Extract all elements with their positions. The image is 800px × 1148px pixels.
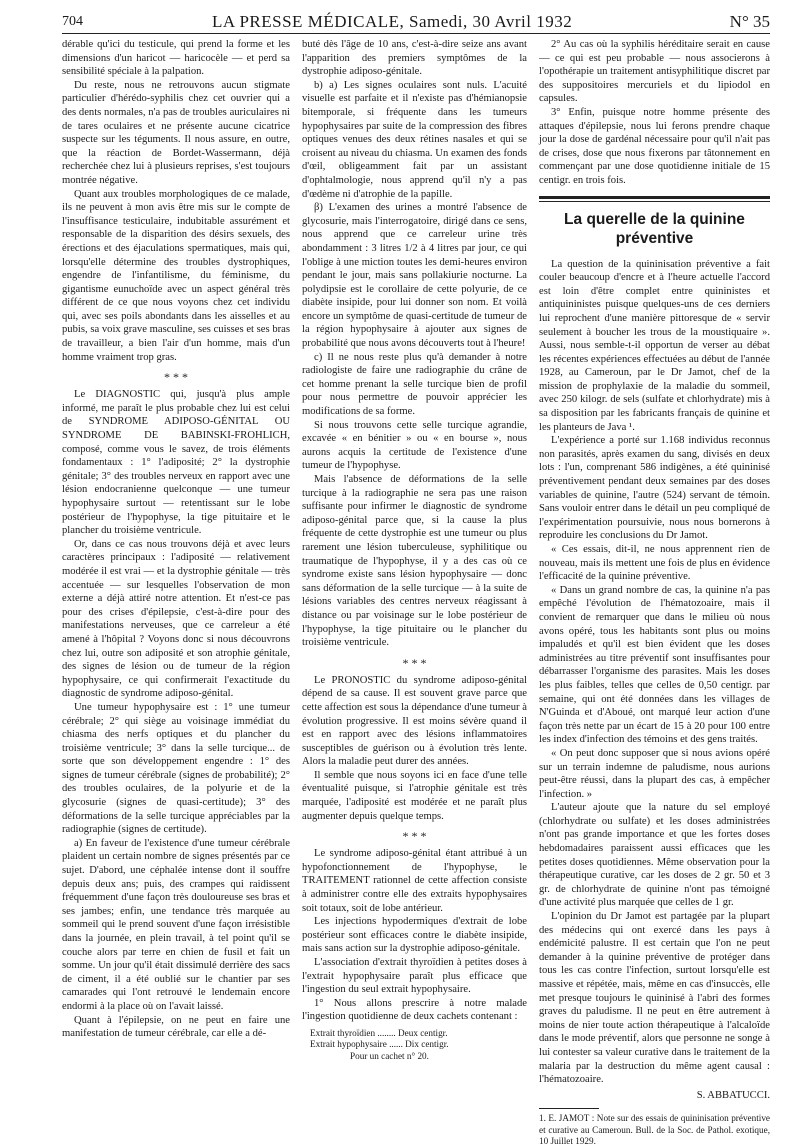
paragraph: L'auteur ajoute que la nature du sel employé (chlorhydrate ou sulfate) et les doses administrées n'ont pas grande importance et que les fortes doses hebdomadaires paraissent aussi efficaces que les petites doses quotidiennes. Même observation pour la thérapeutique curative, car les doses de 2 gr. 50 et 3 gr. de chlorhydrate de quinine n'ont pas témoigné d'une activité plus marquée que celles de 1 gr.: [539, 802, 770, 909]
paragraph: « Dans un grand nombre de cas, la quinine n'a pas empêché l'évolution de l'hématozoaire, mais il convient de remarquer que dans le milieu où nous avons opéré, tous les habitants sont plus ou moins impaludés et qu'il est bien évident que les doses administrées au titre préventif sont insuffisantes pour débarrasser l'organisme des parasites. Mais les doses les plus faibles, telles que celles de 0,50 centigr. par semaine, qui ont été données dans les villages de N'Guinda et d'Aboué, ont marqué leur action d'une façon très nette par un écart de 15 à 20 pour 100 entre les index d'infection des témoins et des gens traités.: [539, 584, 770, 746]
paragraph: Du reste, nous ne retrouvons aucun stigmate particulier d'hérédo-syphilis chez cet ouvrier qui a des dents normales, n'a pas de troubles auriculaires ni de tares oculaires et ne présente aucune cicatrice suspecte sur les téguments. Il nous assure, en outre, que la réaction de Bordet-Wassermann, déjà recherchée chez lui à plusieurs reprises, s'est toujours montrée négative.: [62, 79, 290, 186]
prescription: [310, 1028, 527, 1063]
paragraph: Or, dans ce cas nous trouvons déjà et avec leurs caractères principaux : l'adiposité — relativement modérée il est vrai — et la dystrophie génitale — très accentuée — sur lesquelles l'observation de mon externe a déjà attiré notre attention. Et n'est-ce pas pour des crises d'épilepsie, c'est-à-dire pour des manifestations nerveuses, que ce carreleur a été amené à l'hôpital ? Voyons donc si nous découvrons chez lui, outre son adiposité et son atrophie génitale, des signes de lésion ou de tumeur de la région hypophysaire, ce qui confirmerait l'exactitude du diagnostic de syndrome adiposo-génital.: [62, 538, 290, 700]
paragraph: dérable qu'ici du testicule, qui prend la forme et les dimensions d'un haricot — haricocèle — et perd sa sensibilité spéciale à la palpation.: [62, 39, 290, 78]
footnote: 1. E. JAMOT : Note sur des essais de quininisation préventive et curative au Cameroun. Bull. de la Soc. de Pathol. exotique, 10 Juillet 1929.: [539, 1113, 770, 1147]
page-header: [62, 9, 770, 34]
footnote-rule: [539, 1108, 599, 1109]
prescription-line: Extrait hypophysaire ...... Dix centigr.: [310, 1039, 449, 1050]
paragraph: « Ces essais, dit-il, ne nous apprennent rien de nouveau, mais ils mettent une fois de plus en évidence l'efficacité de la quinine préventive.: [539, 544, 770, 583]
paragraph: β) L'examen des urines a montré l'absence de glycosurie, mais l'interrogatoire, dirigé dans ce sens, nous apprend que ce carreleur urine très abondamment : 3 litres 1/2 à 4 litres par jour, ce qui l'oblige à une miction toutes les demi-heures environ pendant le jour, mais sans pollakiurie nocturne. La polydipsie est le corollaire de cette polyurie, de ce diabète insipide, pour lui donner son nom. Et voilà encore un symptôme de quasi-certitude de tumeur de la région hypophysaire à ajouter aux signes de probabilité que nous avons découverts tout à l'heure!: [302, 202, 527, 350]
paragraph: Le PRONOSTIC du syndrome adiposo-génital dépend de sa cause. Il est souvent grave parce que cette affection est sous la dépendance d'une tumeur à évolution progressive. Il est moins sévère quand il est en rapport avec des lésions inflammatoires susceptibles de guérison ou à évolution très lente. Alors la maladie peut durer des années.: [302, 674, 527, 768]
paragraph: L'opinion du Dr Jamot est partagée par la plupart des médecins qui ont exercé dans les pays à endémicité palustre. Il est certain que l'on ne peut demander à la quinine préventive de protéger dans tous les cas contre l'infection, surtout lorsqu'elle est massive et répétée, mais, même en cas d'insuccès, elle met presque toujours le quininisé à l'abri des formes graves du paludisme. Il ne peut en être autrement à moins de nier toute action thérapeutique à l'alcaloïde dans le mode préventif, alors que personne ne songe à lui contester sa valeur curative dans le traitement de la malaria par la destruction du même agent causal : l'hématozoaire.: [539, 911, 770, 1086]
section-separator: * * *: [402, 829, 427, 844]
prescription-line: Pour un cachet n° 20.: [350, 1050, 429, 1061]
paragraph: buté dès l'âge de 10 ans, c'est-à-dire seize ans avant l'apparition des premiers symptômes de la dystrophie adiposo-génitale.: [302, 39, 527, 78]
paragraph: Quant à l'épilepsie, on ne peut en faire une manifestation de tumeur cérébrale, car elle a dé-: [62, 1014, 290, 1040]
section-separator: * * *: [164, 370, 188, 385]
paragraph: « On peut donc supposer que si nous avions opéré sur un terrain indemne de paludisme, nous aurions peut-être réussi, dans la plupart des cas, à empêcher l'infection. »: [539, 747, 770, 800]
section-separator: * * *: [402, 655, 427, 670]
paragraph: La question de la quininisation préventive a fait couler beaucoup d'encre et à l'heure actuelle l'accord est loin d'être complet entre quininistes et antiquininistes puisque quelques-uns de ces derniers lui reprochent d'une manière pittoresque de « servir seulement à boucher les trous de la moustiquaire ». Aussi, nous semble-t-il opportun de verser au débat les récentes expériences effectuées au début de l'année 1928, au Cameroun, par le Dr Jamot, chef de la mission de prophylaxie de la maladie du sommeil, avec 250 kilogr. de sels (sulfate et chlorhydrate) mis à sa disposition par les fabricants français de quinine et les planteurs de Java ¹.: [539, 258, 770, 433]
column-2: [302, 38, 527, 1062]
paragraph: L'association d'extrait thyroïdien à petites doses à l'extrait hypophysaire paraît plus efficace que l'ingestion du seul extrait hypophysaire.: [302, 957, 527, 996]
prescription-line: Extrait thyroïdien ........ Deux centigr.: [310, 1027, 448, 1038]
author-signature: S. ABBATUCCI.: [696, 1089, 770, 1101]
paragraph: Si nous trouvons cette selle turcique agrandie, excavée « en bénitier » ou « en bourse », nous aurons acquis la certitude de l'existence d'une tumeur de l'hypophyse.: [302, 419, 527, 472]
paragraph: Mais l'absence de déformations de la selle turcique à la radiographie ne sera pas une raison suffisante pour infirmer le diagnostic de syndrome adiposo-génital parce que, si la cause la plus fréquente de cette dystrophie est une tumeur ou plus rarement une lésion tuberculeuse, syphilitique ou traumatique de l'hypophyse, il y a des cas où ce syndrome existe sans lésion hypophysaire — donc sans déformation de la selle turcique — à la suite de lésions variables des centres nerveux réagissant à distance ou par voisinage sur le lobe postérieur de l'hypophyse, la tige pituitaire ou le plancher du troisième ventricule.: [302, 474, 527, 649]
paragraph: Le DIAGNOSTIC qui, jusqu'à plus ample informé, me paraît le plus probable chez lui est celui de SYNDROME ADIPOSO-GÉNITAL OU SYNDROME DE BABINSKI-FROHLICH, composé, comme vous le savez, de trois éléments fondamentaux : 1° l'adiposité; 2° la dystrophie génitale; 3° des troubles nerveux en rapport avec une lésion endocranienne quelconque — une tumeur hypophysaire surtout — retentissant sur le lobe postérieur de l'hypophyse, la tige pituitaire et le plancher du troisième ventricule.: [62, 389, 290, 537]
paragraph: L'expérience a porté sur 1.168 individus reconnus non parasités, après examen du sang, divisés en deux lots : l'un, comprenant 586 indigènes, a été quininisé préventivement pendant deux semaines par des doses variables de quinine, l'autre (524) servant de témoin. Sans vouloir entrer dans le détail un peu compliqué de l'expérimentation poursuivie, nous nous bornerons à reproduire les conclusions du Dr Jamot.: [539, 435, 770, 542]
column-1: [62, 38, 290, 1041]
paragraph: c) Il ne nous reste plus qu'à demander à notre radiologiste de faire une radiographie du crâne de cet homme prenant la selle turcique bien de profil pour nous permettre de pouvoir apprécier les modifications de sa forme.: [302, 351, 527, 418]
column-3: [539, 38, 770, 1148]
article-title: La querelle de la quinine préventive: [564, 210, 745, 247]
journal-title: LA PRESSE MÉDICALE, Samedi, 30 Avril 1932: [212, 12, 573, 31]
paragraph: Une tumeur hypophysaire est : 1° une tumeur cérébrale; 2° qui siège au voisinage immédiat du chiasma des nerfs optiques et du plancher du troisième ventricule; 3° dans la selle turcique... de sorte que son développement engendre : 1° des signes de tumeur cérébrale (signes de probabilité); 2° des troubles oculaires, de la polyurie et de la glycosurie (signes de quasi-certitude); 3° des déformations de la selle turcique appréciables par la radiographie (signes de certitude).: [62, 701, 290, 836]
divider: [539, 196, 770, 199]
paragraph: 1° Nous allons prescrire à notre malade l'ingestion quotidienne de deux cachets contenant :: [302, 997, 527, 1023]
paragraph: 3° Enfin, puisque notre homme présente des attaques d'épilepsie, nous lui ferons prendre chaque jour la dose de gardénal nécessaire pour qu'il n'ait pas de crises, dose que nous fixerons par tâtonnement en commençant par une dose quotidienne initiale de 15 centigr. en trois fois.: [539, 106, 770, 186]
paragraph: Il semble que nous soyons ici en face d'une telle éventualité puisque, si l'atrophie génitale est très marquée, l'adiposité est modérée et ne paraît plus augmenter depuis quelque temps.: [302, 769, 527, 822]
paragraph: Quant aux troubles morphologiques de ce malade, ils ne peuvent à mon avis être mis sur le compte de l'insuffisance testiculaire, indubitable assurément et responsable de la disparition des désirs sexuels, des érections et des éjaculations spermatiques, mais qui, lorsqu'elle détermine des troubles dystrophiques, engendre de l'infantilisme, du féminisme, du gigantisme eunuchoïde avec un aspect général très différent de ce que nous voyons chez cet individu qui, avec ses poils abondants dans les aisselles et au pubis, sa voix grave masculine, ses cuisses et ses bras de travailleur, a bien l'air d'un homme, mais d'un homme vraiment trop gras.: [62, 188, 290, 363]
issue-number: N° 35: [729, 12, 770, 31]
page-number: 704: [62, 14, 83, 29]
paragraph: a) En faveur de l'existence d'une tumeur cérébrale plaident un certain nombre de signes présentés par ce sujet. D'abord, une céphalée intense dont il souffre depuis deux ans; puis, des crampes qui raidissent fréquemment d'une façon très douloureuse ses bras et ses jambes; enfin, une tendance très marquée au sommeil qui le prend souvent d'une façon irrésistible dans la journée, en plein travail, à tel point qu'il se couche alors par terre en chien de fusil et fait un somme. Un jour qu'il était dissimulé derrière des sacs de ciment, il a été oublié sur le chantier par ses camarades qui l'ont retrouvé le lendemain encore endormi à la place où on l'avait laissé.: [62, 837, 290, 1012]
paragraph: Le syndrome adiposo-génital étant attribué à un hypofonctionnement de l'hypophyse, le TRAITEMENT rationnel de cette affection consiste à administrer contre elle des extraits hypophysaires soit totaux, soit de lobe antérieur.: [302, 848, 527, 914]
divider: [539, 201, 770, 202]
paragraph: b) a) Les signes oculaires sont nuls. L'acuité visuelle est parfaite et il n'existe pas d'hémianopsie bitemporale, si fréquente dans les tumeurs hypophysaires par suite de la compression des fibres optiques venues des deux rétines nasales et qui se croisent au niveau du chiasma. Un examen des fonds d'œil, obligeamment fait par un assistant d'ophtalmologie, nous apprend qu'il n'y a pas d'œdème ni d'atrophie de la papille.: [302, 79, 527, 200]
paragraph: Les injections hypodermiques d'extrait de lobe postérieur sont efficaces contre le diabète insipide, mais sans action sur la dystrophie adiposo-génitale.: [302, 916, 527, 955]
paragraph: 2° Au cas où la syphilis héréditaire serait en cause — ce qui est peu probable — nous associerons à l'opothérapie un traitement antisyphilitique discret par des suppositoires mercuriels et du lipiodol en capsules.: [539, 39, 770, 105]
